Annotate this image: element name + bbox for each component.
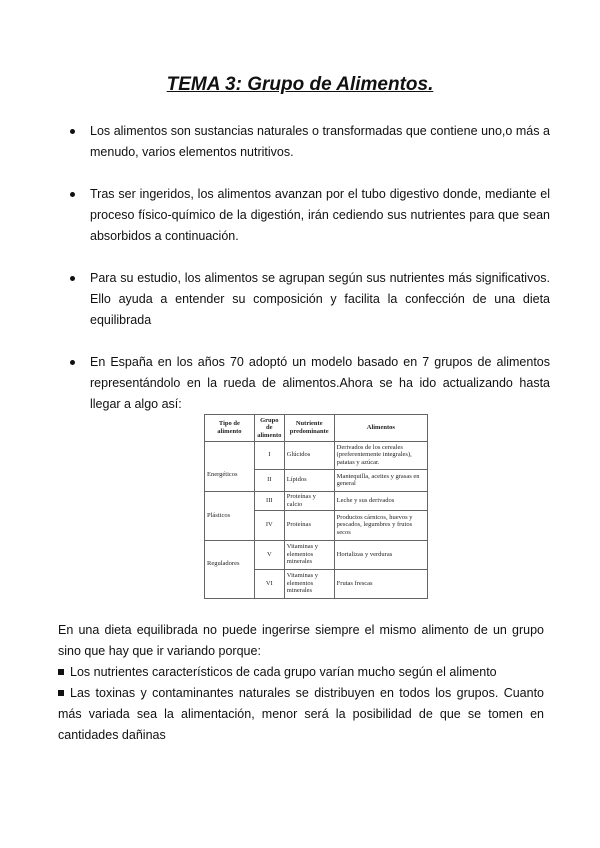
bullet-dot-icon [70,276,75,281]
bullet-dot-icon [70,129,75,134]
cell-alimentos: Mantequilla, aceites y grasas en general [334,469,427,491]
cell-alimentos: Derivados de los cereales (preferentemente integrales), patatas y azúcar. [334,441,427,469]
cell-nutriente: Proteínas [284,510,334,540]
cell-alimentos: Leche y sus derivados [334,491,427,510]
food-groups-table-image [204,414,428,599]
header-grupo: Grupo de alimento [254,415,284,442]
cell-grupo: I [254,441,284,469]
closing-intro: En una dieta equilibrada no puede ingerirse siempre el mismo alimento de un grupo sino que hay que ir variando porque: [58,623,544,658]
bullet-text: Tras ser ingeridos, los alimentos avanzan por el tubo digestivo donde, mediante el proceso físico-químico de la digestión, irán cediendo sus nutrientes para que sean absorbidos a continuación. [90,187,550,243]
bullet-item [70,268,550,331]
header-alimentos: Alimentos [334,415,427,442]
closing-point-2-text: Las toxinas y contaminantes naturales se distribuyen en todos los grupos. Cuanto más variada sea la alimentación, menor será la posibilidad de que se tomen en cantidades dañinas [58,686,544,742]
cell-nutriente: Lípidos [284,469,334,491]
cell-tipo [205,569,255,598]
bullet-text: Los alimentos son sustancias naturales o transformadas que contiene uno,o más a menudo, varios elementos nutritivos. [90,124,550,159]
table-row [205,469,428,491]
table-row [205,569,428,598]
cell-grupo: II [254,469,284,491]
table-row [205,540,428,569]
cell-tipo [205,441,255,469]
page-title: TEMA 3: Grupo de Alimentos. [166,74,434,95]
bullet-dot-icon [70,360,75,365]
cell-nutriente: Proteínas y calcio [284,491,334,510]
cell-tipo [205,491,255,510]
cell-alimentos: Hortalizas y verduras [334,540,427,569]
bullet-list [70,121,550,415]
cell-tipo: Energéticos [205,469,255,491]
cell-tipo: Plásticos [205,510,255,540]
cell-tipo: Reguladores [205,540,255,569]
cell-nutriente: Glúcidos [284,441,334,469]
closing-point-1 [58,662,544,683]
cell-grupo: V [254,540,284,569]
bullet-dot-icon [70,192,75,197]
cell-alimentos: Frutas frescas [334,569,427,598]
table-row [205,510,428,540]
cell-nutriente: Vitaminas y elementos minerales [284,540,334,569]
header-nutriente: Nutriente predominante [284,415,334,442]
cell-nutriente: Vitaminas y elementos minerales [284,569,334,598]
cell-grupo: III [254,491,284,510]
table-header-row [205,415,428,442]
cell-alimentos: Productos cárnicos, huevos y pescados, legumbres y frutos secos [334,510,427,540]
bullet-text: En España en los años 70 adoptó un modelo basado en 7 grupos de alimentos representándolo en la rueda de alimentos.Ahora se ha ido actualizando hasta llegar a algo así: [90,355,550,411]
table-row [205,491,428,510]
cell-grupo: IV [254,510,284,540]
bullet-item [70,352,550,415]
bullet-item [70,121,550,163]
square-bullet-icon [58,669,64,675]
bullet-item [70,184,550,247]
header-tipo: Tipo de alimento [205,415,255,442]
cell-grupo: VI [254,569,284,598]
table-row [205,441,428,469]
closing-point-1-text: Los nutrientes característicos de cada grupo varían mucho según el alimento [70,665,497,679]
square-bullet-icon [58,690,64,696]
bullet-text: Para su estudio, los alimentos se agrupan según sus nutrientes más significativos. Ello ayuda a entender su composición y facilita la confección de una dieta equilibrada [90,271,550,327]
closing-point-2 [58,683,544,746]
food-groups-table [204,414,428,599]
